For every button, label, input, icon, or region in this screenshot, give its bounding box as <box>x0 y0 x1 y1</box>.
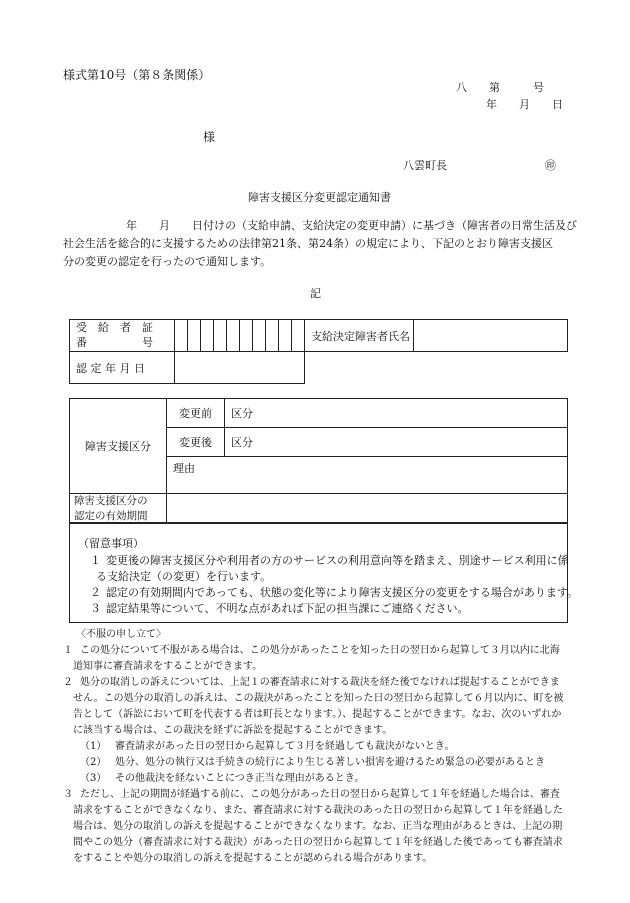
cert-digit-cell[interactable] <box>240 320 253 352</box>
cert-digit-cell[interactable] <box>266 320 279 352</box>
cert-digit-cell[interactable] <box>214 320 227 352</box>
objection-3-number: ３ <box>63 789 73 800</box>
objection-3-line-2: 請求をすることができなくなり、また、審査請求に対する裁決のあった日の翌日から起算して１年を経過した <box>73 805 563 816</box>
after-change-label: 変更後 <box>167 428 225 457</box>
issue-date: 年 月 日 <box>486 98 563 111</box>
recipient-suffix: 様 <box>203 130 216 144</box>
objection-3-line-3: 場合は、処分の取消しの訴えを提起することができなくなります。なお、正当な理由があるときは、上記の期 <box>73 821 563 832</box>
objection-2-number: ２ <box>63 677 73 688</box>
note-1-number: １ <box>90 554 101 567</box>
objection-2-line-2: せん。この処分の取消しの訴えは、この裁決があったことを知った日の翌日から起算して６月以内に、町を被 <box>73 693 564 704</box>
objection-2-line-3: 告として（訴訟において町を代表する者は町長となります。）、提起することができます。なお、次のいずれか <box>73 709 562 720</box>
objection-1-line-1: この処分について不服がある場合は、この処分があったことを知った日の翌日から起算して３月以内に北海 <box>80 645 560 656</box>
before-change-label: 変更前 <box>167 399 225 428</box>
objection-3-line-5: をすることや処分の取消しの訴えを提起することが認められる場合があります。 <box>73 853 433 864</box>
note-1-line-1: 変更後の障害支援区分や利用者の方のサービスの利用意向等を踏まえ、別途サービス利用に係 <box>106 554 569 567</box>
certification-date-value[interactable] <box>175 352 305 384</box>
before-change-value[interactable]: 区分 <box>225 399 568 428</box>
document-number: 八 第 号 <box>456 81 544 94</box>
objection-heading: 〈不服の申し立て〉 <box>76 629 166 640</box>
support-category-label: 障害支援区分 <box>70 399 167 494</box>
sender-name: 八雲町長 <box>403 159 447 172</box>
cert-digit-cell[interactable] <box>175 320 188 352</box>
sub-item-1-text: 審査請求があった日の翌日から起算して３月を経過しても裁決がないとき。 <box>115 741 455 752</box>
objection-3-line-4: 間やこの処分（審査請求に対する裁決）があった日の翌日から起算して１年を経過した後であっても審査請求 <box>73 837 563 848</box>
objection-1-number: １ <box>63 645 73 656</box>
validity-period-value[interactable] <box>167 494 568 524</box>
sub-item-3-number: （3） <box>80 773 107 784</box>
objection-3-line-1: ただし、上記の期間が経過する前に、この処分があった日の翌日から起算して１年を経過した場合は、審査 <box>80 789 560 800</box>
sub-item-2-text: 処分、処分の執行又は手続きの続行により生じる著しい損害を避けるため緊急の必要があるとき <box>115 757 545 768</box>
recipient-info-table <box>69 319 568 384</box>
cert-digit-cell[interactable] <box>188 320 201 352</box>
note-3-number: ３ <box>90 602 101 615</box>
recipient-name-label: 支給決定障害者氏名 <box>305 320 414 352</box>
cert-number-label <box>70 320 175 352</box>
note-1-line-2: る支給決定（の変更）を行います。 <box>96 570 272 583</box>
intro-line-2: 社会生活を総合的に支援するための法律第21条、第24条）の規定により、下記のとおり障害支援区 <box>63 237 553 250</box>
validity-period-label <box>70 494 167 524</box>
intro-line-3: 分の変更の認定を行ったので通知します。 <box>63 255 272 268</box>
validity-label-line-1: 障害支援区分の <box>74 495 148 508</box>
certification-date-label: 認 定 年 月 日 <box>70 352 175 384</box>
cert-digit-cell[interactable] <box>253 320 266 352</box>
note-2-number: ２ <box>90 586 101 599</box>
cert-digit-cell[interactable] <box>201 320 214 352</box>
support-category-table <box>69 398 568 524</box>
objection-2-line-1: 処分の取消しの訴えについては、上記１の審査請求に対する裁決を経た後でなければ提起することができま <box>80 677 560 688</box>
ki-marker: 記 <box>310 287 321 300</box>
after-change-value[interactable]: 区分 <box>225 428 568 457</box>
sub-item-2-number: （2） <box>80 757 107 768</box>
objection-2-line-4: に該当する場合は、この裁決を経ずに訴訟を提起することができます。 <box>73 725 393 736</box>
sub-item-1-number: （1） <box>80 741 107 752</box>
sub-item-3-text: その他裁決を経ないことにつき正当な理由があるとき。 <box>115 773 365 784</box>
note-3-text: 認定結果等について、不明な点があれば下記の担当課にご連絡ください。 <box>106 602 469 615</box>
reason-label: 理由 <box>173 462 195 475</box>
cert-number-label-line-2: 番 号 <box>76 335 153 349</box>
document-title: 障害支援区分変更認定通知書 <box>248 191 391 204</box>
notes-heading: （留意事項） <box>78 537 144 550</box>
reason-field[interactable] <box>167 457 568 494</box>
cert-digit-cell[interactable] <box>292 320 305 352</box>
intro-line-1: 年 月 日付けの（支給申請、支給決定の変更申請）に基づき（障害者の日常生活及び <box>126 219 577 232</box>
recipient-name-value[interactable] <box>414 320 568 352</box>
cert-digit-cell[interactable] <box>227 320 240 352</box>
note-2-text: 認定の有効期間内であっても、状態の変化等により障害支援区分の変更をする場合があります。 <box>106 586 579 599</box>
cert-digit-cell[interactable] <box>279 320 292 352</box>
form-number: 様式第10号（第８条関係） <box>63 68 211 82</box>
seal-mark: ㊞ <box>545 159 556 172</box>
objection-1-line-2: 道知事に審査請求をすることができます。 <box>73 661 263 672</box>
cert-number-label-line-1: 受 給 者 証 <box>76 320 153 334</box>
validity-label-line-2: 認定の有効期間 <box>74 509 148 522</box>
